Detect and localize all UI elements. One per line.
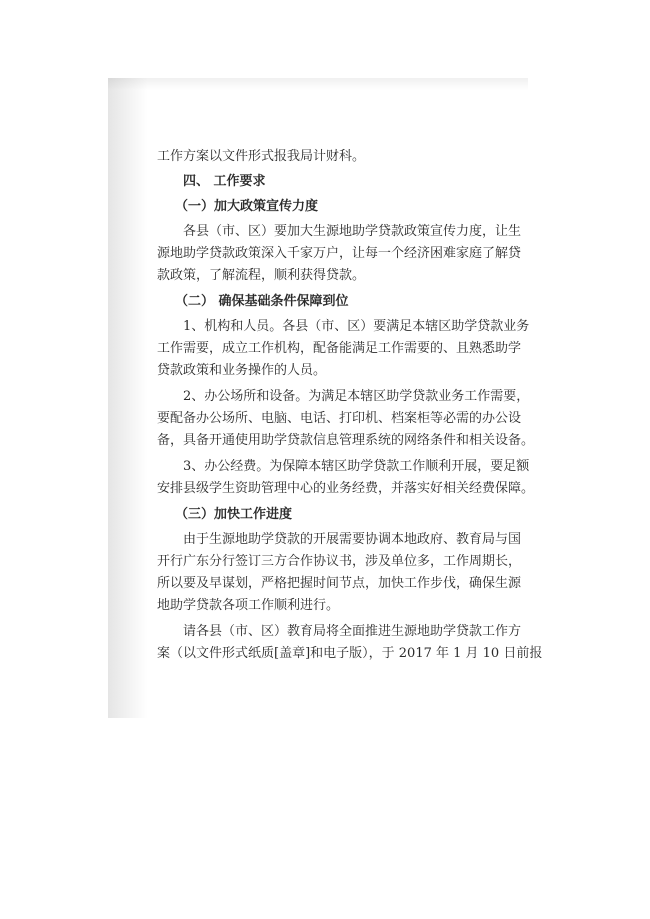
text-line: 1、机构和人员。各县（市、区）要满足本辖区助学贷款业务 bbox=[183, 319, 530, 334]
text-line: 2、办公场所和设备。为满足本辖区助学贷款业务工作需要， bbox=[183, 389, 530, 404]
document-body bbox=[157, 146, 543, 669]
scan-edge-shadow bbox=[108, 78, 148, 718]
paragraph-progress bbox=[157, 529, 522, 617]
text-line: 所以要及早谋划，严格把握时间节点，加快工作步伐，确保生源 bbox=[157, 576, 522, 591]
paragraph-office bbox=[157, 386, 535, 452]
text-line: 工作需要，成立工作机构，配备能满足工作需要的、且熟悉助学 bbox=[157, 341, 522, 356]
sub-heading-1: （一）加大政策宣传力度 bbox=[175, 199, 319, 214]
section-four-heading: 四、 工作要求 bbox=[183, 174, 266, 189]
paragraph-staff bbox=[157, 316, 530, 382]
paragraph-funds bbox=[157, 456, 535, 500]
text-line: 各县（市、区）要加大生源地助学贷款政策宣传力度，让生 bbox=[183, 224, 522, 239]
sub-heading-2: （二） 确保基础条件保障到位 bbox=[175, 294, 349, 309]
text-line: 地助学贷款各项工作顺利进行。 bbox=[157, 598, 340, 613]
text-line: 备，具备开通使用助学贷款信息管理系统的网络条件和相关设备。 bbox=[157, 433, 535, 448]
text-line: 款政策，了解流程，顺利获得贷款。 bbox=[157, 268, 366, 283]
paragraph-publicity bbox=[157, 221, 522, 287]
text-line: 请各县（市、区）教育局将全面推进生源地助学贷款工作方 bbox=[183, 624, 522, 639]
opening-line: 工作方案以文件形式报我局计财科。 bbox=[157, 149, 366, 164]
paragraph-closing bbox=[157, 621, 543, 665]
text-line: 开行广东分行签订三方合作协议书，涉及单位多，工作周期长， bbox=[157, 554, 522, 569]
text-line: 3、办公经费。为保障本辖区助学贷款工作顺利开展，要足额 bbox=[183, 459, 530, 474]
text-line: 要配备办公场所、电脑、电话、打印机、档案柜等必需的办公设 bbox=[157, 411, 522, 426]
text-line: 源地助学贷款政策深入千家万户，让每一个经济困难家庭了解贷 bbox=[157, 246, 522, 261]
text-line: 案（以文件形式纸质[盖章]和电子版），于 2017 年 1 月 10 日前报 bbox=[157, 646, 543, 661]
sub-heading-3: （三）加快工作进度 bbox=[175, 507, 293, 522]
text-line: 贷款政策和业务操作的人员。 bbox=[157, 363, 327, 378]
text-line: 由于生源地助学贷款的开展需要协调本地政府、教育局与国 bbox=[183, 532, 522, 547]
text-line: 安排县级学生资助管理中心的业务经费，并落实好相关经费保障。 bbox=[157, 481, 535, 496]
scan-top-shadow bbox=[108, 78, 528, 90]
